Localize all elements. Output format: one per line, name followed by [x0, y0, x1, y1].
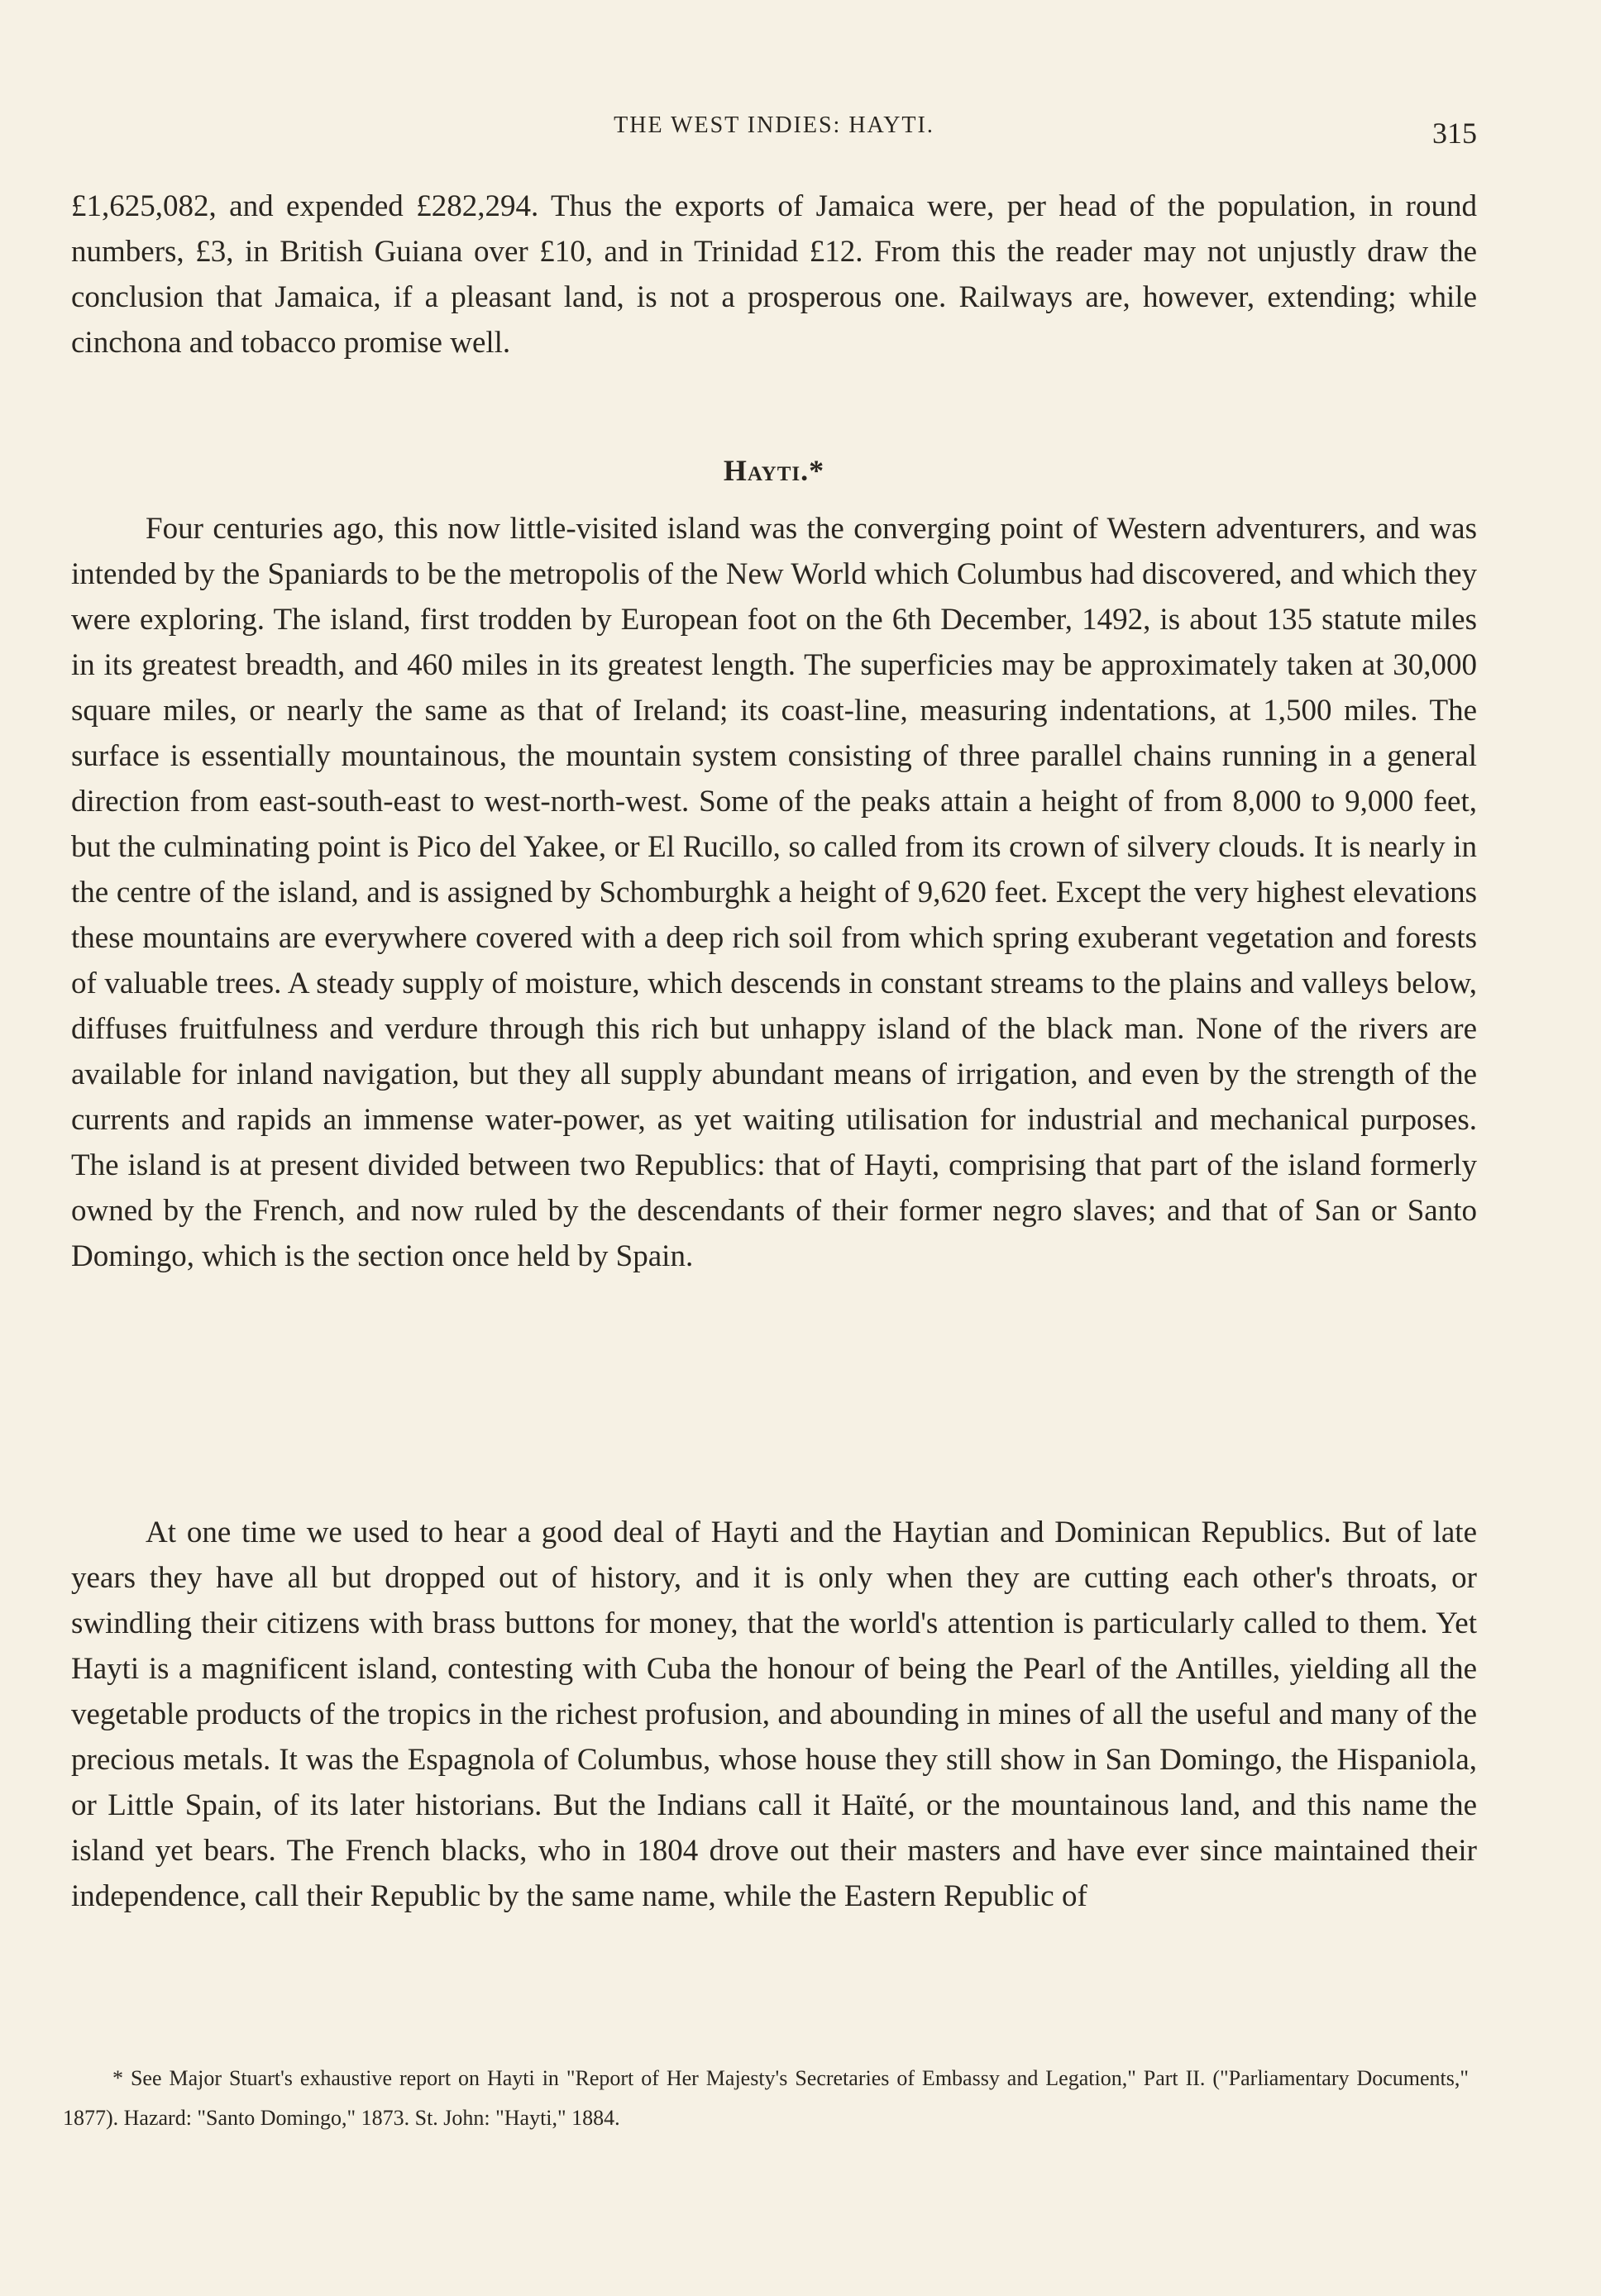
- paragraph-hayti-history: At one time we used to hear a good deal of Hayti and the Haytian and Dominican Republics. But of late years they have all but dropped out of history, and it is only when they are cutting each other's throats, or swindling their citizens with brass buttons for money, that the world's attention is particularly called to them. Yet Hayti is a magnificent island, contesting with Cuba the honour of being the Pearl of the Antilles, yielding all the vegetable products of the tropics in the richest profusion, and abounding in mines of all the useful and many of the precious metals. It was the Espagnola of Columbus, whose house they still show in San Domingo, the Hispaniola, or Little Spain, of its later historians. But the Indians call it Haïté, or the mountainous land, and this name the island yet bears. The French blacks, who in 1804 drove out their masters and have ever since maintained their independence, call their Republic by the same name, while the Eastern Republic of: [71, 1516, 1477, 1913]
- footnote: * See Major Stuart's exhaustive report on Hayti in "Report of Her Majesty's Secretaries of Embassy and Legation," Part II. ("Parliamentary Documents," 1877). Hazard: "Santo Domingo," 1873. St. John: "Hayti," 1884.: [63, 2066, 1469, 2130]
- running-title: THE WEST INDIES: HAYTI.: [614, 112, 934, 138]
- page-number: 315: [1432, 117, 1477, 150]
- paragraph-jamaica-exports: £1,625,082, and expended £282,294. Thus the exports of Jamaica were, per head of the population, in round numbers, £3, in British Guiana over £10, and in Trinidad £12. From this the reader may not unjustly draw the conclusion that Jamaica, if a pleasant land, is not a prosperous one. Railways are, however, extending; while cinchona and tobacco promise well.: [71, 189, 1477, 360]
- section-heading-hayti: Hayti.*: [723, 454, 825, 487]
- running-head: [71, 109, 1477, 150]
- paragraph-hayti-geography: Four centuries ago, this now little-visited island was the converging point of Western adventurers, and was intended by the Spaniards to be the metropolis of the New World which Columbus had discovered, and which they were exploring. The island, first trodden by European foot on the 6th December, 1492, is about 135 statute miles in its greatest breadth, and 460 miles in its greatest length. The superficies may be approximately taken at 30,000 square miles, or nearly the same as that of Ireland; its coast-line, measuring indentations, at 1,500 miles. The surface is essentially mountainous, the mountain system consisting of three parallel chains running in a general direction from east-south-east to west-north-west. Some of the peaks attain a height of from 8,000 to 9,000 feet, but the culminating point is Pico del Yakee, or El Rucillo, so called from its crown of silvery clouds. It is nearly in the centre of the island, and is assigned by Schomburghk a height of 9,620 feet. Except the very highest elevations these mountains are everywhere covered with a deep rich soil from which spring exuberant vegetation and forests of valuable trees. A steady supply of moisture, which descends in constant streams to the plains and valleys below, diffuses fruitfulness and verdure through this rich but unhappy island of the black man. None of the rivers are available for inland navigation, but they all supply abundant means of irrigation, and even by the strength of the currents and rapids an immense water-power, as yet waiting utilisation for industrial and mechanical purposes. The island is at present divided between two Republics: that of Hayti, comprising that part of the island formerly owned by the French, and now ruled by the descendants of their former negro slaves; and that of San or Santo Domingo, which is the section once held by Spain.: [71, 512, 1477, 1273]
